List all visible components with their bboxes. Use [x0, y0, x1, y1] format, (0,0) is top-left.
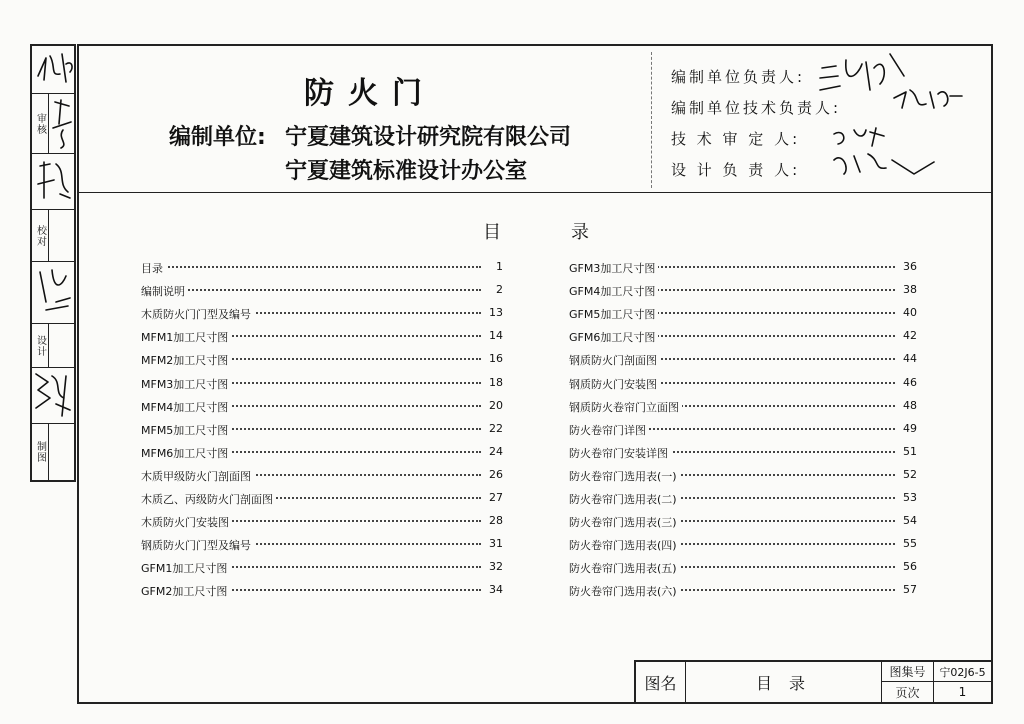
toc-entry: [141, 537, 503, 557]
handwritten-signature-3: [32, 154, 76, 208]
toc-entry-page: 20: [483, 399, 503, 412]
toc-entry: [141, 422, 503, 442]
toc-entry: [569, 422, 917, 442]
toc-entry-page: 24: [483, 445, 503, 458]
responsible-design-head: 设 计 负 责 人:: [671, 161, 801, 179]
toc-entry: [569, 399, 917, 419]
toc-entry-label: GFM3加工尺寸图: [569, 260, 658, 276]
toc-entry: [569, 468, 917, 488]
toc-title: 目录: [483, 222, 659, 243]
responsible-unit-head: 编制单位负责人:: [671, 68, 806, 86]
toc-entry-label: MFM3加工尺寸图: [141, 376, 231, 392]
toc-entry-label: MFM1加工尺寸图: [141, 329, 231, 345]
strip-audit-cell: [32, 94, 74, 154]
strip-check-label: 校对: [34, 224, 46, 247]
toc-entry-label: 防火卷帘门详图: [569, 422, 649, 438]
toc-entry-label: 防火卷帘门选用表(一): [569, 468, 680, 484]
toc-leader-dots: [141, 266, 481, 268]
drawing-frame: [77, 44, 993, 704]
toc-entry-page: 55: [897, 537, 917, 550]
toc-entry-page: 32: [483, 560, 503, 573]
toc-entry-label: 钢质防火门门型及编号: [141, 537, 254, 553]
strip-top-cell: [32, 46, 74, 94]
toc-entry-label: MFM2加工尺寸图: [141, 352, 231, 368]
toc-entry-page: 46: [897, 376, 917, 389]
toc-entry-page: 38: [897, 283, 917, 296]
toc-entry-page: 27: [483, 491, 503, 504]
toc-entry-page: 42: [897, 329, 917, 342]
toc-entry-label: 防火卷帘门选用表(六): [569, 583, 680, 599]
toc-entry-page: 52: [897, 468, 917, 481]
toc-entry-label: MFM6加工尺寸图: [141, 445, 231, 461]
strip-cell-5: [32, 262, 74, 324]
toc-entry: [141, 491, 503, 511]
org-name-2: 宁夏建筑标准设计办公室: [285, 159, 528, 184]
toc-entry-page: 48: [897, 399, 917, 412]
header-separator: [79, 192, 991, 193]
toc-entry-label: 木质防火门安装图: [141, 514, 232, 530]
toc-entry: [569, 491, 917, 511]
title-block-page-label: 页次: [882, 682, 934, 702]
toc-entry: [141, 468, 503, 488]
title-block-atlas-label: 图集号: [882, 662, 934, 682]
title-block-name-value: 目 录: [686, 662, 882, 702]
toc-entry: [569, 283, 917, 303]
toc-entry-page: 54: [897, 514, 917, 527]
handwritten-signatures-header: [814, 46, 994, 186]
strip-check-cell: [32, 210, 74, 262]
toc-entry-label: MFM4加工尺寸图: [141, 399, 231, 415]
toc-entry: [141, 329, 503, 349]
toc-entry-page: 16: [483, 352, 503, 365]
toc-entry-label: 防火卷帘门选用表(二): [569, 491, 680, 507]
toc-entry-page: 1: [483, 260, 503, 273]
toc-entry: [141, 306, 503, 326]
toc-entry: [569, 352, 917, 372]
strip-cell-3: [32, 154, 74, 210]
handwritten-signature-7: [32, 368, 76, 422]
toc-entry-page: 13: [483, 306, 503, 319]
toc-entry-label: 钢质防火卷帘门立面图: [569, 399, 682, 415]
title-block-atlas-value: 宁02J6-5: [934, 662, 991, 682]
toc-entry-label: 钢质防火门剖面图: [569, 352, 660, 368]
toc-entry-label: 防火卷帘门选用表(五): [569, 560, 680, 576]
toc-leader-dots: [141, 289, 481, 291]
toc-entry: [141, 560, 503, 580]
strip-design-cell: [32, 324, 74, 368]
toc-entry-label: 防火卷帘门选用表(四): [569, 537, 680, 553]
toc-entry-page: 36: [897, 260, 917, 273]
page-title: 防火门: [304, 76, 436, 111]
header-divider: [651, 52, 652, 188]
toc-entry-page: 56: [897, 560, 917, 573]
org-name-1: 宁夏建筑设计研究院有限公司: [285, 125, 572, 150]
toc-entry-page: 14: [483, 329, 503, 342]
handwritten-signature-5: [32, 262, 76, 322]
toc-entry-label: 编制说明: [141, 283, 188, 299]
toc-entry-label: MFM5加工尺寸图: [141, 422, 231, 438]
org-label: 编制单位:: [169, 125, 266, 150]
toc-entry-page: 49: [897, 422, 917, 435]
strip-design-label: 设计: [34, 334, 46, 357]
toc-entry-label: 木质乙、丙级防火门剖面图: [141, 491, 276, 507]
signature-strip: [30, 44, 76, 482]
toc-entry: [569, 560, 917, 580]
toc-entry: [141, 514, 503, 534]
toc-entry: [569, 445, 917, 465]
toc-entry: [569, 329, 917, 349]
toc-entry-page: 34: [483, 583, 503, 596]
strip-draw-label: 制图: [34, 441, 46, 463]
toc-entry-label: 木质防火门门型及编号: [141, 306, 254, 322]
toc-entry: [141, 260, 503, 280]
toc-entry-label: 钢质防火门安装图: [569, 376, 660, 392]
strip-audit-label: 审核: [34, 112, 46, 135]
toc-entry: [141, 399, 503, 419]
toc-entry-page: 57: [897, 583, 917, 596]
toc-entry: [141, 376, 503, 396]
toc-entry-page: 2: [483, 283, 503, 296]
toc-entry-label: GFM4加工尺寸图: [569, 283, 658, 299]
handwritten-signature-top: [32, 46, 76, 92]
toc-entry: [141, 352, 503, 372]
toc-entry: [569, 537, 917, 557]
toc-entry: [569, 376, 917, 396]
title-block-name-label: 图名: [636, 662, 686, 702]
toc-entry: [141, 445, 503, 465]
toc-entry-label: GFM5加工尺寸图: [569, 306, 658, 322]
toc-entry-page: 28: [483, 514, 503, 527]
strip-draw-cell: [32, 424, 74, 480]
toc-entry-label: 防火卷帘门选用表(三): [569, 514, 680, 530]
toc-entry-label: GFM6加工尺寸图: [569, 329, 658, 345]
toc-entry-page: 51: [897, 445, 917, 458]
toc-entry-page: 22: [483, 422, 503, 435]
toc-entry: [569, 260, 917, 280]
toc-entry: [569, 514, 917, 534]
toc-entry-label: 目录: [141, 260, 166, 276]
responsible-tech-review: 技 术 审 定 人:: [671, 130, 801, 148]
toc-entry-page: 31: [483, 537, 503, 550]
handwritten-signature-audit: [49, 94, 77, 152]
toc-entry-label: GFM2加工尺寸图: [141, 583, 230, 599]
toc-entry-page: 26: [483, 468, 503, 481]
title-block-page-value: 1: [958, 685, 967, 699]
toc-entry-page: 18: [483, 376, 503, 389]
toc-entry: [141, 283, 503, 303]
title-block: [634, 660, 993, 704]
toc-entry-page: 44: [897, 352, 917, 365]
toc-entry: [569, 583, 917, 603]
strip-cell-7: [32, 368, 74, 424]
toc-entry: [141, 583, 503, 603]
toc-entry-page: 40: [897, 306, 917, 319]
toc-entry-page: 53: [897, 491, 917, 504]
toc-entry-label: GFM1加工尺寸图: [141, 560, 230, 576]
toc-entry: [569, 306, 917, 326]
toc-entry-label: 木质甲级防火门剖面图: [141, 468, 254, 484]
toc-entry-label: 防火卷帘门安装详图: [569, 445, 671, 461]
responsible-tech-head: 编制单位技术负责人:: [671, 99, 842, 117]
